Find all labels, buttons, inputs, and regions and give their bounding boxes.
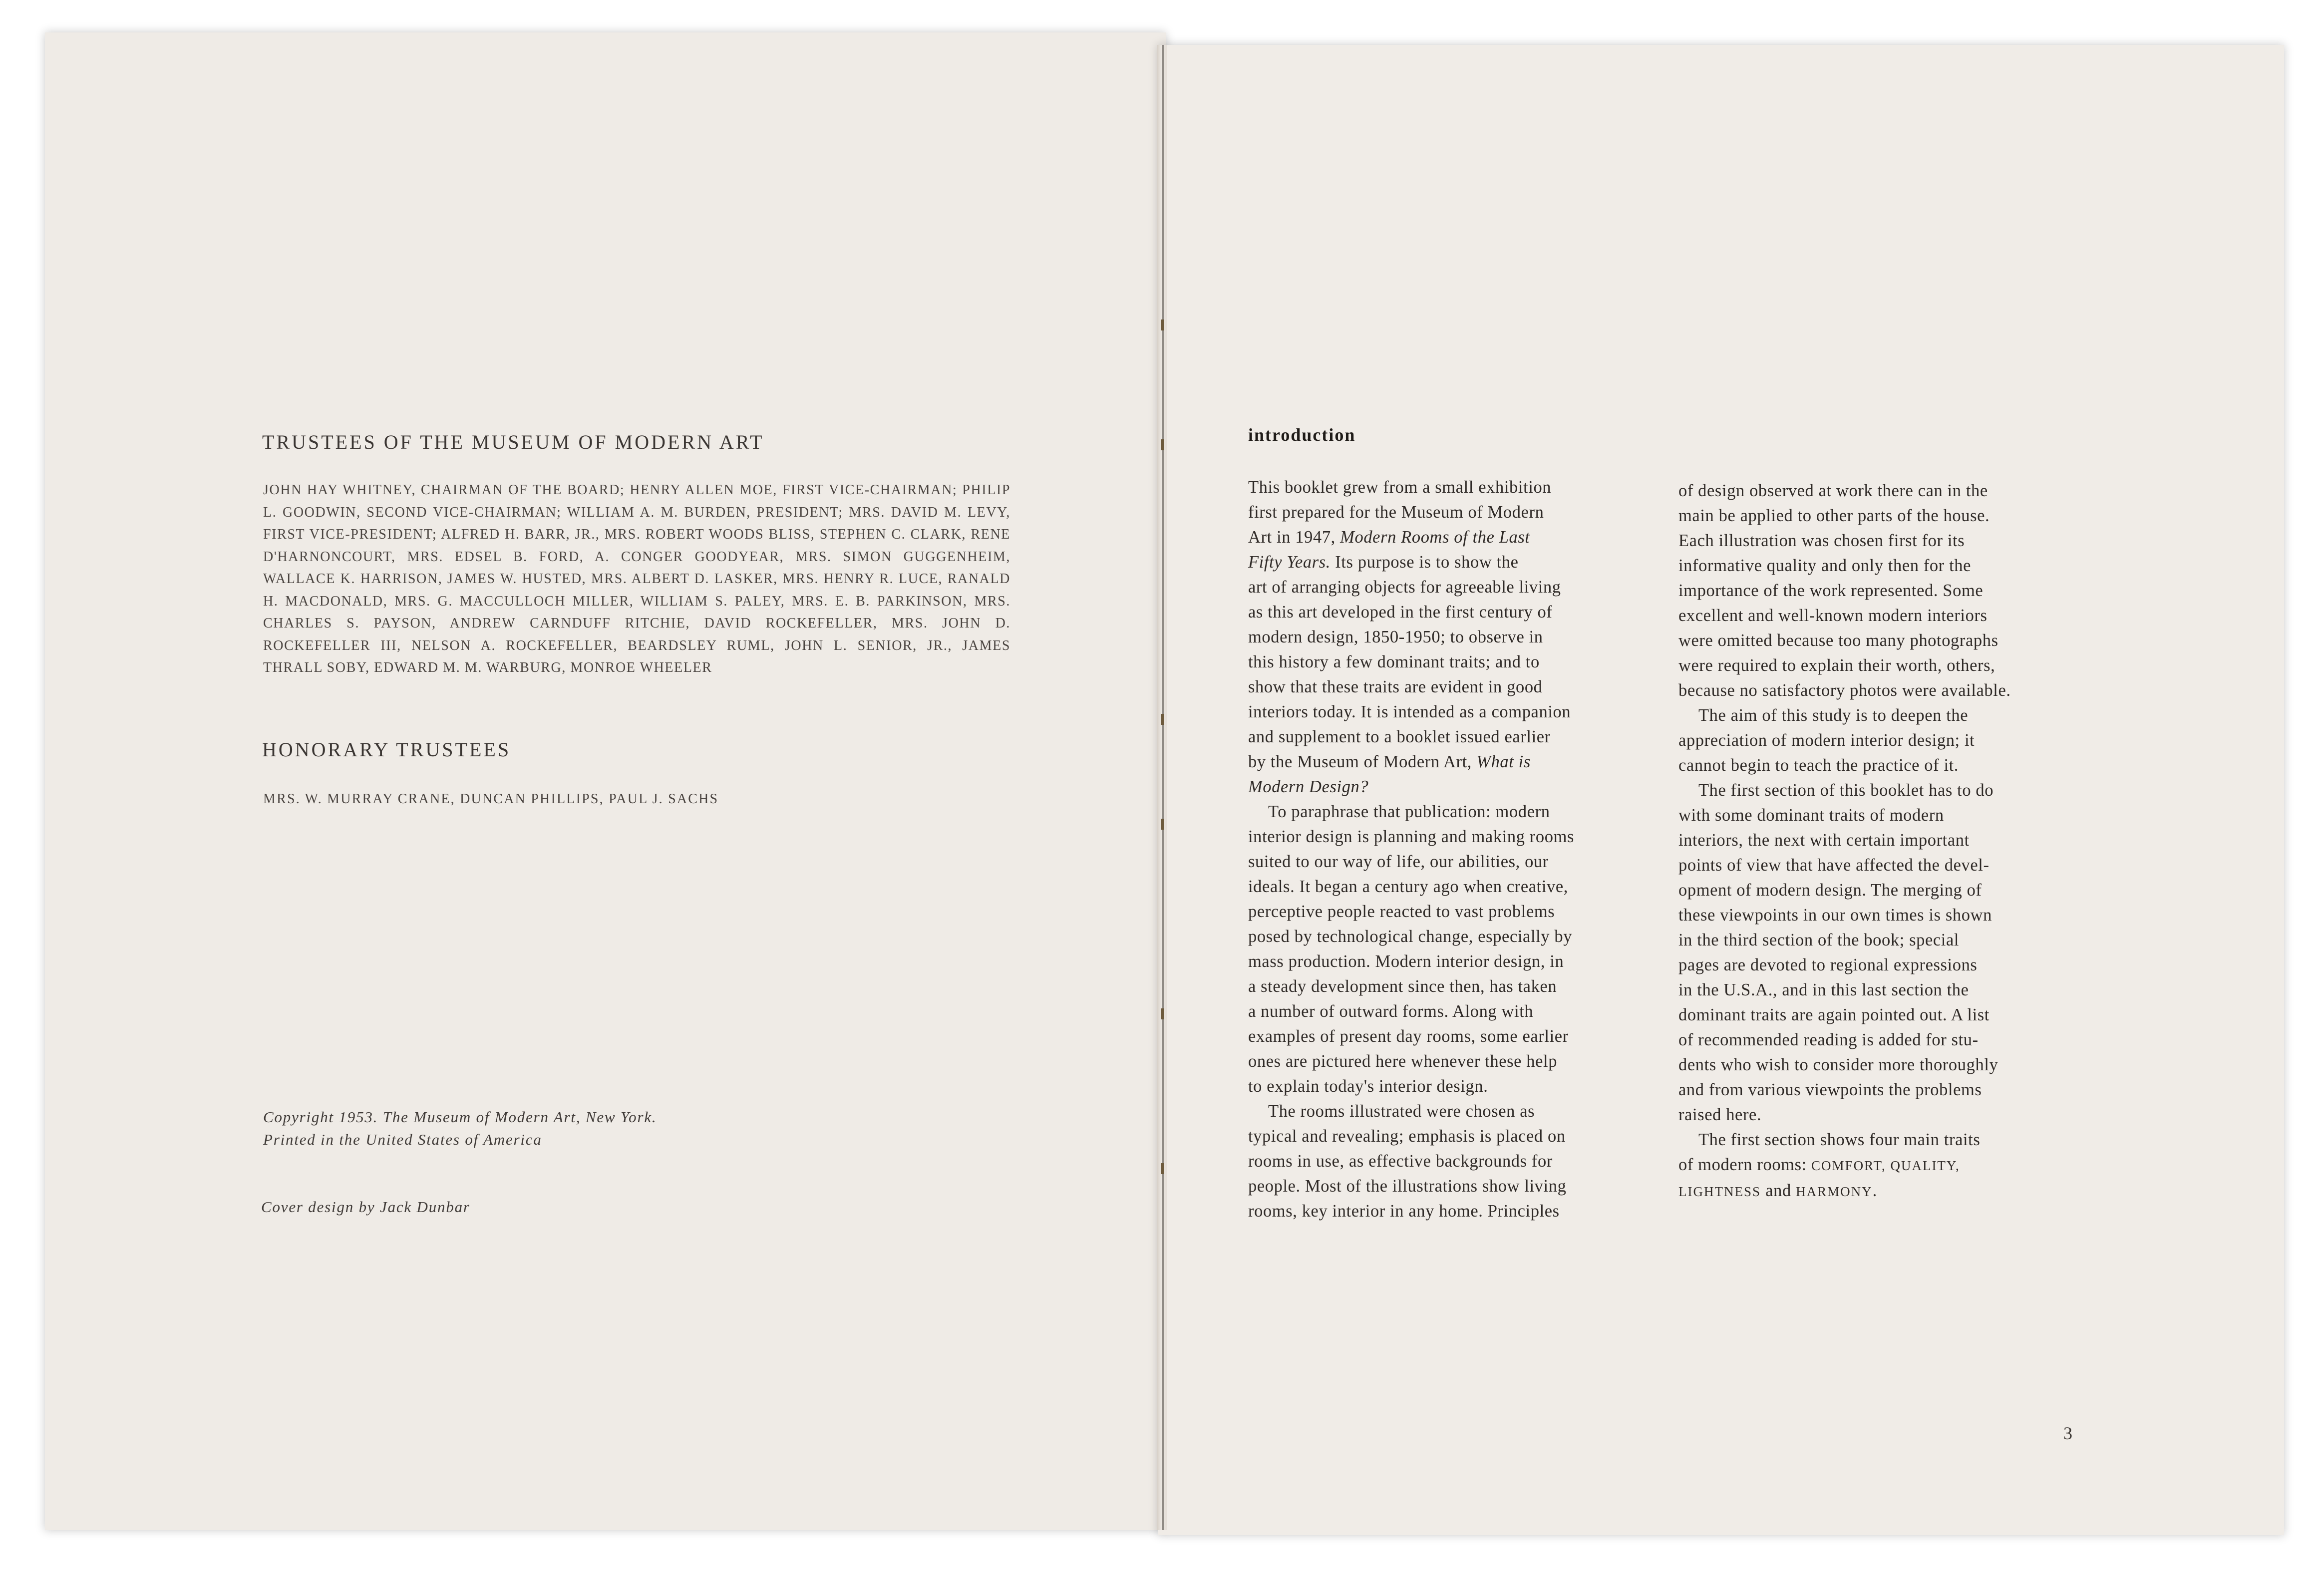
- text-line: typical and revealing; emphasis is placed on: [1248, 1127, 1566, 1146]
- text-line: to explain today's interior design.: [1248, 1077, 1488, 1096]
- text-run: .: [1872, 1181, 1877, 1200]
- gutter-fold-line: [1162, 45, 1164, 1530]
- text-line: ideals. It began a century ago when creative,: [1248, 877, 1569, 896]
- text-line: rooms, key interior in any home. Principles: [1248, 1202, 1560, 1221]
- text-line: pages are devoted to regional expressions: [1678, 955, 1978, 974]
- text-run: Its purpose is to show the: [1330, 553, 1519, 572]
- text-line: Modern Design?: [1248, 777, 1369, 796]
- text-line: dents who wish to consider more thoroughly: [1678, 1055, 1998, 1074]
- text-line: as this art developed in the first century of: [1248, 603, 1553, 622]
- text-line: interiors today. It is intended as a companion: [1248, 702, 1571, 721]
- honorary-trustees-heading: HONORARY TRUSTEES: [262, 738, 511, 761]
- book-title-italic: What is: [1476, 752, 1531, 771]
- trait-small-caps: LIGHTNESS: [1678, 1184, 1761, 1199]
- page-number: 3: [2063, 1423, 2072, 1443]
- text-line: because no satisfactory photos were available.: [1678, 681, 2011, 700]
- text-line: of recommended reading is added for stu-: [1678, 1030, 1979, 1049]
- text-line: excellent and well-known modern interiors: [1678, 606, 1988, 625]
- text-line: were required to explain their worth, others,: [1678, 656, 1995, 675]
- text-line: a steady development since then, has taken: [1248, 977, 1557, 996]
- text-line: a number of outward forms. Along with: [1248, 1002, 1534, 1021]
- text-line: and from various viewpoints the problems: [1678, 1080, 1982, 1099]
- introduction-column-2: [1678, 478, 2093, 1204]
- text-line: in the U.S.A., and in this last section the: [1678, 980, 1969, 999]
- text-line: points of view that have affected the devel-: [1678, 856, 1990, 875]
- text-line: this history a few dominant traits; and to: [1248, 652, 1540, 671]
- text-line: main be applied to other parts of the house.: [1678, 506, 1990, 525]
- binding-staple: [1161, 819, 1164, 830]
- text-line: The first section shows four main traits: [1698, 1130, 1981, 1149]
- binding-staple: [1161, 714, 1164, 725]
- text-line: posed by technological change, especially by: [1248, 927, 1573, 946]
- text-line: appreciation of modern interior design; it: [1678, 731, 1975, 750]
- text-line: perceptive people reacted to vast problems: [1248, 902, 1555, 921]
- text-line: examples of present day rooms, some earlier: [1248, 1027, 1569, 1046]
- text-line: The rooms illustrated were chosen as: [1268, 1102, 1535, 1121]
- text-line: mass production. Modern interior design, in: [1248, 952, 1564, 971]
- honorary-trustees-list: MRS. W. MURRAY CRANE, DUNCAN PHILLIPS, PAUL J. SACHS: [263, 791, 719, 807]
- text-line: modern design, 1850-1950; to observe in: [1248, 628, 1543, 646]
- copyright-line: Copyright 1953. The Museum of Modern Art, New York.: [263, 1108, 657, 1126]
- binding-staple: [1161, 319, 1164, 330]
- text-line: [1248, 550, 1648, 575]
- text-run: Art in 1947,: [1248, 528, 1340, 547]
- text-line: importance of the work represented. Some: [1678, 581, 1984, 600]
- text-line: To paraphrase that publication: modern: [1268, 802, 1550, 821]
- text-line: [1248, 525, 1648, 550]
- text-line: people. Most of the illustrations show living: [1248, 1177, 1567, 1196]
- text-line: cannot begin to teach the practice of it.: [1678, 756, 1959, 775]
- text-line: This booklet grew from a small exhibition: [1248, 478, 1552, 497]
- text-run: of modern rooms:: [1678, 1155, 1812, 1174]
- text-line: suited to our way of life, our abilities, our: [1248, 852, 1549, 871]
- binding-staple: [1161, 1008, 1164, 1019]
- text-line: ones are pictured here whenever these help: [1248, 1052, 1558, 1071]
- text-line: The aim of this study is to deepen the: [1698, 706, 1969, 725]
- text-line: with some dominant traits of modern: [1678, 806, 1944, 825]
- left-page: [45, 32, 1166, 1530]
- text-line: raised here.: [1678, 1105, 1762, 1124]
- binding-staple: [1161, 1163, 1164, 1174]
- text-line: first prepared for the Museum of Modern: [1248, 503, 1544, 522]
- book-title-italic: Fifty Years.: [1248, 553, 1331, 572]
- text-line: these viewpoints in our own times is shown: [1678, 906, 1992, 925]
- text-line: rooms in use, as effective backgrounds for: [1248, 1152, 1553, 1171]
- text-line: [1678, 1178, 2093, 1204]
- text-run: by the Museum of Modern Art,: [1248, 752, 1477, 771]
- introduction-heading: introduction: [1248, 425, 1356, 445]
- text-line: Each illustration was chosen first for its: [1678, 531, 1965, 550]
- book-title-italic: Modern Rooms of the Last: [1340, 528, 1530, 547]
- text-line: interiors, the next with certain important: [1678, 831, 1970, 850]
- trustees-list: JOHN HAY WHITNEY, CHAIRMAN OF THE BOARD; HENRY ALLEN MOE, FIRST VICE-CHAIRMAN; PHILIP L. GOODWIN, SECOND VICE-CHAIRMAN; WILLIAM A. M. BURDEN, PRESIDENT; MRS. DAVID M. LEVY, FIRST VICE-PRESIDENT; ALFRED H. BARR, JR., MRS. ROBERT WOODS BLISS, STEPHEN C. CLARK, RENE D'HARNONCOURT, MRS. EDSEL B. FORD, A. CONGER GOODYEAR, MRS. SIMON GUGGENHEIM, WALLACE K. HARRISON, JAMES W. HUSTED, MRS. ALBERT D. LASKER, MRS. HENRY R. LUCE, RANALD H. MACDONALD, MRS. G. MACCULLOCH MILLER, WILLIAM S. PALEY, MRS. E. B. PARKINSON, MRS. CHARLES S. PAYSON, ANDREW CARNDUFF RITCHIE, DAVID ROCKEFELLER, MRS. JOHN D. ROCKEFELLER III, NELSON A. ROCKEFELLER, BEARDSLEY RUML, JOHN L. SENIOR, JR., JAMES THRALL SOBY, EDWARD M. M. WARBURG, MONROE WHEELER: [263, 482, 1010, 675]
- text-line: dominant traits are again pointed out. A list: [1678, 1005, 1990, 1024]
- text-run: and: [1761, 1181, 1796, 1200]
- copyright-notice: [263, 1106, 657, 1151]
- text-line: opment of modern design. The merging of: [1678, 881, 1982, 900]
- trait-small-caps: HARMONY: [1796, 1184, 1873, 1199]
- trustees-heading: TRUSTEES OF THE MUSEUM OF MODERN ART: [262, 431, 764, 453]
- trait-small-caps: COMFORT, QUALITY,: [1811, 1158, 1960, 1173]
- text-line: [1678, 1152, 2093, 1178]
- text-line: in the third section of the book; special: [1678, 931, 1960, 949]
- text-line: informative quality and only then for the: [1678, 556, 1972, 575]
- text-line: interior design is planning and making rooms: [1248, 827, 1575, 846]
- binding-staple: [1161, 439, 1164, 450]
- text-line: were omitted because too many photographs: [1678, 631, 1998, 650]
- text-line: and supplement to a booklet issued earlier: [1248, 727, 1551, 746]
- text-line: show that these traits are evident in good: [1248, 677, 1543, 696]
- text-line: art of arranging objects for agreeable living: [1248, 578, 1561, 597]
- cover-design-credit: Cover design by Jack Dunbar: [261, 1198, 470, 1216]
- introduction-column-1: [1248, 475, 1648, 1224]
- printed-in-line: Printed in the United States of America: [263, 1131, 542, 1148]
- text-line: of design observed at work there can in the: [1678, 481, 1988, 500]
- text-line: The first section of this booklet has to do: [1698, 781, 1994, 800]
- text-line: [1248, 749, 1648, 774]
